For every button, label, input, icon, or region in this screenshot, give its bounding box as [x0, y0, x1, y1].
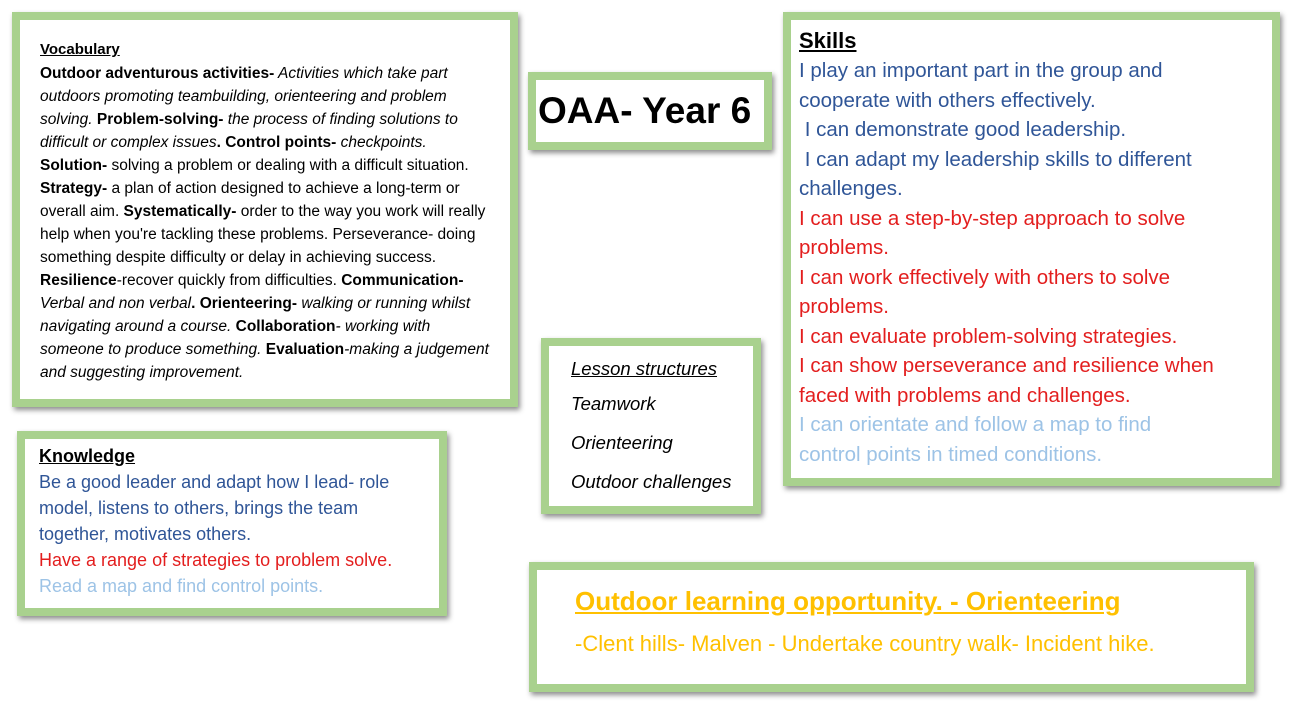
lesson-item: Orienteering: [571, 432, 673, 453]
vocabulary-definition: Verbal and non verbal: [40, 295, 192, 312]
outdoor-learning-text: -Clent hills- Malven - Undertake country walk- Incident hike.: [575, 631, 1155, 656]
lesson-structures-heading: Lesson structures: [571, 358, 718, 379]
vocabulary-term: Systematically-: [119, 203, 237, 220]
skills-heading: Skills: [799, 28, 857, 53]
knowledge-line: model, listens to others, brings the team: [39, 498, 359, 518]
vocabulary-definition: order to the way you work will really help when you're tackling these problems. Perseverance- doing something despite difficulty or delay in achieving success.: [40, 203, 486, 266]
vocabulary-term: Solution-: [40, 157, 108, 174]
skill-line: faced with problems and challenges.: [799, 383, 1131, 407]
knowledge-line: Be a good leader and adapt how I lead- role: [39, 472, 390, 492]
knowledge-panel: [17, 431, 447, 616]
vocabulary-definition: -making a judgement and suggesting improvement.: [40, 341, 489, 381]
skill-line: I can evaluate problem-solving strategies.: [799, 324, 1178, 348]
skill-line: problems.: [799, 295, 890, 318]
vocabulary-term: . Control points-: [216, 134, 337, 151]
knowledge-line: Have a range of strategies to problem solve.: [39, 550, 393, 570]
knowledge-heading: Knowledge: [39, 446, 136, 466]
vocabulary-term: Resilience: [40, 272, 117, 289]
skill-line: I can use a step-by-step approach to solve: [799, 206, 1186, 230]
vocabulary-term: Communication-: [336, 272, 464, 289]
vocabulary-definition: Activities which take part outdoors promoting teambuilding, orienteering and problem solving.: [40, 65, 448, 128]
skills-panel: [783, 12, 1280, 486]
vocabulary-term: Problem-solving-: [92, 111, 224, 128]
vocabulary-term: . Orienteering-: [191, 295, 298, 312]
skill-line: control points in timed conditions.: [799, 442, 1103, 466]
knowledge-line: Read a map and find control points.: [39, 576, 324, 596]
lesson-item: Teamwork: [571, 393, 656, 414]
page-title: OAA- Year 6: [538, 90, 752, 131]
vocabulary-panel: [12, 12, 518, 407]
title-panel: [528, 72, 772, 150]
skill-line: I can adapt my leadership skills to different: [799, 147, 1192, 171]
skill-line: I can work effectively with others to solve: [799, 265, 1171, 289]
lesson-structures-panel: [541, 338, 761, 514]
vocabulary-text: [40, 62, 496, 384]
outdoor-learning-heading: Outdoor learning opportunity. - Orienteering: [575, 586, 1121, 616]
skill-line: I can orientate and follow a map to find: [799, 413, 1152, 436]
knowledge-list: [39, 469, 429, 599]
lesson-item: Outdoor challenges: [571, 471, 732, 492]
vocabulary-term: Collaboration: [231, 318, 336, 335]
skill-line: problems.: [799, 236, 890, 259]
skill-line: I play an important part in the group and: [799, 59, 1163, 82]
vocabulary-term: Outdoor adventurous activities-: [40, 65, 275, 82]
vocabulary-definition: walking or running whilst navigating around a course.: [40, 295, 471, 335]
outdoor-learning-panel: [529, 562, 1254, 692]
skill-line: I can demonstrate good leadership.: [799, 118, 1127, 141]
vocabulary-term: Strategy-: [40, 180, 108, 197]
vocabulary-definition: a plan of action designed to achieve a long-term or overall aim.: [40, 180, 460, 220]
knowledge-line: together, motivates others.: [39, 524, 252, 544]
vocabulary-definition: - working with someone to produce something.: [40, 318, 431, 358]
vocabulary-definition: solving a problem or dealing with a difficult situation.: [107, 157, 469, 174]
skill-line: I can show perseverance and resilience when: [799, 354, 1214, 377]
skill-line: cooperate with others effectively.: [799, 88, 1096, 112]
vocabulary-definition: the process of finding solutions to difficult or complex issues: [40, 111, 458, 151]
skill-line: challenges.: [799, 177, 903, 200]
vocabulary-definition: checkpoints.: [336, 134, 427, 151]
vocabulary-heading: Vocabulary: [40, 41, 120, 58]
vocabulary-term: Evaluation: [261, 341, 345, 358]
vocabulary-definition: -recover quickly from difficulties.: [116, 272, 337, 289]
skills-list: [799, 56, 1262, 469]
